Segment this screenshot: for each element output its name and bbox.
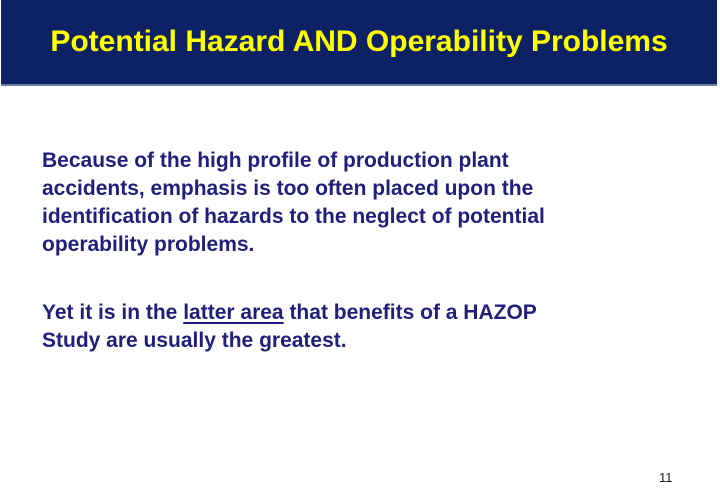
- paragraph-2: [42, 299, 690, 355]
- text-segment: that benefits of a HAZOP: [283, 301, 537, 324]
- paragraph-1: [42, 147, 690, 259]
- text-segment: Yet it is in the: [42, 301, 184, 324]
- slide-body: [42, 147, 690, 355]
- text-line: [42, 299, 690, 327]
- text-line: Because of the high profile of production plant: [42, 149, 509, 172]
- underlined-text: latter area: [183, 301, 284, 324]
- text-line: operability problems.: [42, 233, 255, 256]
- text-line: Study are usually the greatest.: [42, 329, 347, 352]
- slide-title: Potential Hazard AND Operability Problems: [50, 25, 668, 58]
- text-line: accidents, emphasis is too often placed upon the: [42, 177, 534, 200]
- title-bar: [1, 0, 717, 86]
- text-line: identification of hazards to the neglect of potential: [42, 205, 545, 228]
- page-number: 11: [659, 470, 673, 485]
